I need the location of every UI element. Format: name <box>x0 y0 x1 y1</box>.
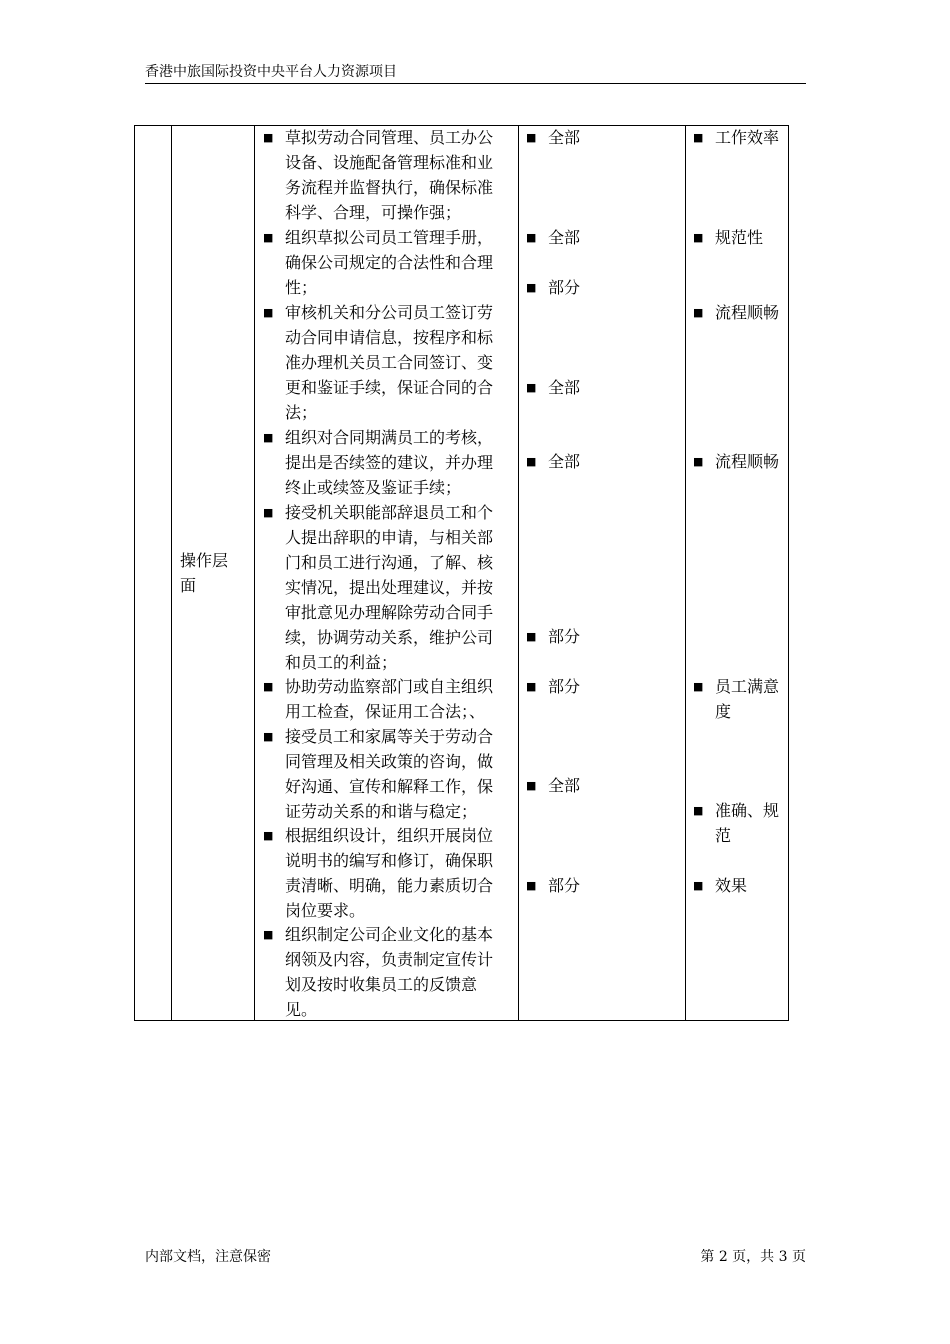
kpi-item: ■ 工作效率 <box>693 125 783 150</box>
bullet-icon: ■ <box>526 630 537 643</box>
bullet-icon: ■ <box>263 829 274 842</box>
duty-item: ■ 接受员工和家属等关于劳动合同管理及相关政策的咨询，做好沟通、宣传和解释工作，保证劳动关系的和谐与稳定； <box>263 724 503 824</box>
bullet-icon: ■ <box>263 506 274 519</box>
scope-item: ■ 全部 <box>526 773 666 798</box>
bullet-icon: ■ <box>263 680 274 693</box>
page-number: 第 2 页，共 3 页 <box>700 1249 806 1265</box>
column-divider <box>685 126 686 1020</box>
bullet-icon: ■ <box>263 131 274 144</box>
scope-item: ■ 全部 <box>526 225 666 250</box>
bullet-icon: ■ <box>263 928 274 941</box>
row-label-operation-level: 操作层面 <box>180 551 229 595</box>
duty-item: ■ 草拟劳动合同管理、员工办公设备、设施配备管理标准和业务流程并监督执行，确保标准科学、合理，可操作强； <box>263 125 503 225</box>
duty-item: ■ 组织草拟公司员工管理手册，确保公司规定的合法性和合理性； <box>263 225 503 300</box>
bullet-icon: ■ <box>263 431 274 444</box>
column-divider <box>254 126 255 1020</box>
bullet-icon: ■ <box>526 231 537 244</box>
column-divider <box>518 126 519 1020</box>
header-divider <box>145 83 806 84</box>
bullet-icon: ■ <box>526 779 537 792</box>
bullet-icon: ■ <box>526 281 537 294</box>
duty-item: ■ 根据组织设计，组织开展岗位说明书的编写和修订，确保职责清晰、明确，能力素质切合岗位要求。 <box>263 823 503 923</box>
duty-item: ■ 接受机关职能部辞退员工和个人提出辞职的申请，与相关部门和员工进行沟通，了解、核实情况，提出处理建议，并按审批意见办理解除劳动合同手续，协调劳动关系，维护公司和员工的利益； <box>263 500 503 675</box>
kpi-item: ■ 准确、规范 <box>693 798 783 848</box>
scope-item: ■ 部分 <box>526 873 666 898</box>
bullet-icon: ■ <box>693 306 704 319</box>
kpi-item: ■ 流程顺畅 <box>693 300 783 325</box>
kpi-item: ■ 效果 <box>693 873 783 898</box>
scope-item: ■ 部分 <box>526 674 666 699</box>
bullet-icon: ■ <box>693 455 704 468</box>
scope-item: ■ 全部 <box>526 375 666 400</box>
kpi-item: ■ 员工满意度 <box>693 674 783 724</box>
duty-item: ■ 组织对合同期满员工的考核，提出是否续签的建议，并办理终止或续签及鉴证手续； <box>263 425 503 500</box>
bullet-icon: ■ <box>526 879 537 892</box>
document-header-title: 香港中旅国际投资中央平台人力资源项目 <box>145 64 397 80</box>
bullet-icon: ■ <box>693 231 704 244</box>
bullet-icon: ■ <box>526 680 537 693</box>
bullet-icon: ■ <box>526 455 537 468</box>
bullet-icon: ■ <box>263 231 274 244</box>
bullet-icon: ■ <box>693 879 704 892</box>
bullet-icon: ■ <box>263 730 274 743</box>
bullet-icon: ■ <box>526 131 537 144</box>
bullet-icon: ■ <box>693 680 704 693</box>
scope-item: ■ 全部 <box>526 449 666 474</box>
bullet-icon: ■ <box>526 381 537 394</box>
scope-item: ■ 部分 <box>526 275 666 300</box>
duty-item: ■ 协助劳动监察部门或自主组织用工检查，保证用工合法；、 <box>263 674 503 724</box>
confidentiality-note: 内部文档，注意保密 <box>145 1249 271 1265</box>
kpi-item: ■ 规范性 <box>693 225 783 250</box>
duty-item: ■ 审核机关和分公司员工签订劳动合同申请信息，按程序和标准办理机关员工合同签订、变更和鉴证手续，保证合同的合法； <box>263 300 503 425</box>
scope-item: ■ 部分 <box>526 624 666 649</box>
duty-item: ■ 组织制定公司企业文化的基本纲领及内容，负责制定宣传计划及按时收集员工的反馈意见。 <box>263 922 503 1022</box>
kpi-item: ■ 流程顺畅 <box>693 449 783 474</box>
bullet-icon: ■ <box>693 804 704 817</box>
column-divider <box>171 126 172 1020</box>
bullet-icon: ■ <box>693 131 704 144</box>
bullet-icon: ■ <box>263 306 274 319</box>
scope-item: ■ 全部 <box>526 125 666 150</box>
